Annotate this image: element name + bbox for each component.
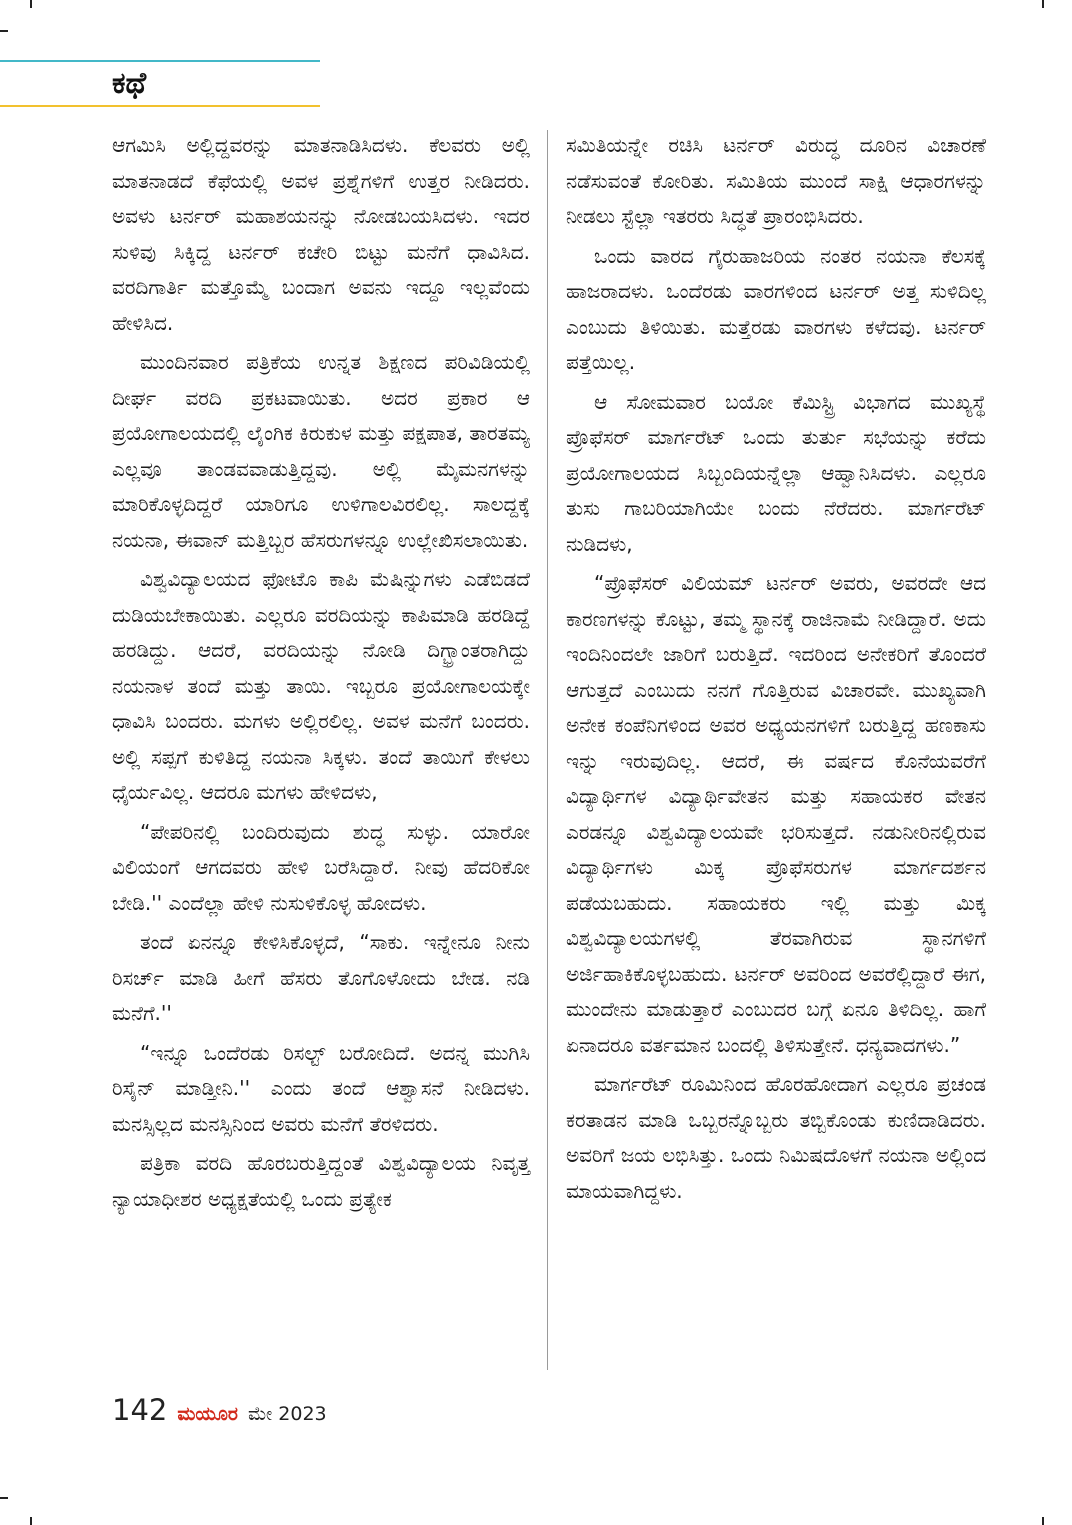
paragraph: ಆ ಸೋಮವಾರ ಬಯೋ ಕೆಮಿಸ್ಟ್ರಿ ವಿಭಾಗದ ಮುಖ್ಯಸ್ಥೆ ಪ್ರೊಫೆಸರ್ ಮಾರ್ಗರೆಟ್ ಒಂದು ತುರ್ತು ಸಭೆಯನ್ನು ಕರೆದು ಪ್ರಯೋಗಾಲಯದ ಸಿಬ್ಬಂದಿಯನ್ನೆಲ್ಲಾ ಆಹ್ವಾನಿಸಿದಳು. ಎಲ್ಲರೂ ತುಸು ಗಾಬರಿಯಾಗಿಯೇ ಬಂದು ನೆರೆದರು. ಮಾರ್ಗರೆಟ್ ನುಡಿದಳು, [566, 389, 986, 556]
page-footer [112, 1393, 327, 1433]
magazine-name: ಮಯೂರ [177, 1403, 238, 1425]
crop-mark-left-lower [0, 1497, 8, 1499]
paragraph: “ಪೇಪರಿನಲ್ಲಿ ಬಂದಿರುವುದು ಶುದ್ಧ ಸುಳ್ಳು. ಯಾರೋ ವಿಲಿಯಂಗೆ ಆಗದವರು ಹೇಳಿ ಬರೆಸಿದ್ದಾರೆ. ನೀವು ಹೆದರಿಕೋ ಬೇಡಿ.'' ಎಂದೆಲ್ಲಾ ಹೇಳಿ ನುಸುಳಿಕೊಳ್ಳ ಹೋದಳು. [112, 819, 530, 915]
paragraph: “ಪ್ರೊಫೆಸರ್ ವಿಲಿಯಮ್ ಟರ್ನರ್ ಅವರು, ಅವರದೇ ಆದ ಕಾರಣಗಳನ್ನು ಕೊಟ್ಟು, ತಮ್ಮ ಸ್ಥಾನಕ್ಕೆ ರಾಜಿನಾಮೆ ನೀಡಿದ್ದಾರೆ. ಅದು ಇಂದಿನಿಂದಲೇ ಜಾರಿಗೆ ಬರುತ್ತಿದೆ. ಇದರಿಂದ ಅನೇಕರಿಗೆ ತೊಂದರೆ ಆಗುತ್ತದೆ ಎಂಬುದು ನನಗೆ ಗೊತ್ತಿರುವ ವಿಚಾರವೇ. ಮುಖ್ಯವಾಗಿ ಅನೇಕ ಕಂಪೆನಿಗಳಿಂದ ಅವರ ಅಧ್ಯಯನಗಳಿಗೆ ಬರುತ್ತಿದ್ದ ಹಣಕಾಸು ಇನ್ನು ಇರುವುದಿಲ್ಲ. ಆದರೆ, ಈ ವರ್ಷದ ಕೊನೆಯವರೆಗೆ ವಿದ್ಯಾರ್ಥಿಗಳ ವಿದ್ಯಾರ್ಥಿವೇತನ ಮತ್ತು ಸಹಾಯಕರ ವೇತನ ಎರಡನ್ನೂ ವಿಶ್ವವಿದ್ಯಾಲಯವೇ ಭರಿಸುತ್ತದೆ. ನಡುನೀರಿನಲ್ಲಿರುವ ವಿದ್ಯಾರ್ಥಿಗಳು ಮಿಕ್ಕ ಪ್ರೊಫೆಸರುಗಳ ಮಾರ್ಗದರ್ಶನ ಪಡೆಯಬಹುದು. ಸಹಾಯಕರು ಇಲ್ಲಿ ಮತ್ತು ಮಿಕ್ಕ ವಿಶ್ವವಿದ್ಯಾಲಯಗಳಲ್ಲಿ ತೆರವಾಗಿರುವ ಸ್ಥಾನಗಳಿಗೆ ಅರ್ಜಿಹಾಕಿಕೊಳ್ಳಬಹುದು. ಟರ್ನರ್ ಅವರಿಂದ ಅವರೆಲ್ಲಿದ್ದಾರೆ ಈಗ, ಮುಂದೇನು ಮಾಡುತ್ತಾರೆ ಎಂಬುದರ ಬಗ್ಗೆ ಏನೂ ತಿಳಿದಿಲ್ಲ. ಹಾಗೆ ಏನಾದರೂ ವರ್ತಮಾನ ಬಂದಲ್ಲಿ ತಿಳಿಸುತ್ತೇನೆ. ಧನ್ಯವಾದಗಳು.” [566, 571, 986, 1057]
crop-mark-bottom-left [30, 1517, 32, 1525]
header-rule-yellow [0, 105, 320, 107]
paragraph: ಒಂದು ವಾರದ ಗೈರುಹಾಜರಿಯ ನಂತರ ನಯನಾ ಕೆಲಸಕ್ಕೆ ಹಾಜರಾದಳು. ಒಂದೆರಡು ವಾರಗಳಿಂದ ಟರ್ನರ್ ಅತ್ತ ಸುಳಿದಿಲ್ಲ ಎಂಬುದು ತಿಳಿಯಿತು. ಮತ್ತೆರಡು ವಾರಗಳು ಕಳೆದವು. ಟರ್ನರ್ ಪತ್ತೆಯಿಲ್ಲ. [566, 243, 986, 374]
right-column [566, 128, 986, 1213]
page-number: 142 [112, 1393, 168, 1427]
paragraph: ಪತ್ರಿಕಾ ವರದಿ ಹೊರಬರುತ್ತಿದ್ದಂತೆ ವಿಶ್ವವಿದ್ಯಾಲಯ ನಿವೃತ್ತ ನ್ಯಾಯಾಧೀಶರ ಅಧ್ಯಕ್ಷತೆಯಲ್ಲಿ ಒಂದು ಪ್ರತ್ಯೇಕ [112, 1151, 530, 1211]
paragraph: “ಇನ್ನೂ ಒಂದೆರಡು ರಿಸಲ್ಟ್ ಬರೋದಿದೆ. ಅದನ್ನ ಮುಗಿಸಿ ರಿಸೈನ್ ಮಾಡ್ತೀನಿ.'' ಎಂದು ತಂದೆ ಆಶ್ವಾಸನೆ ನೀಡಿದಳು. ಮನಸ್ಸಿಲ್ಲದ ಮನಸ್ಸಿನಿಂದ ಅವರು ಮನೆಗೆ ತೆರಳಿದರು. [112, 1040, 530, 1136]
paragraph: ಆಗಮಿಸಿ ಅಲ್ಲಿದ್ದವರನ್ನು ಮಾತನಾಡಿಸಿದಳು. ಕೆಲವರು ಅಲ್ಲಿ ಮಾತನಾಡದೆ ಕೆಫೆಯಲ್ಲಿ ಅವಳ ಪ್ರಶ್ನೆಗಳಿಗೆ ಉತ್ತರ ನೀಡಿದರು. ಅವಳು ಟರ್ನರ್ ಮಹಾಶಯನನ್ನು ನೋಡಬಯಸಿದಳು. ಇದರ ಸುಳಿವು ಸಿಕ್ಕಿದ್ದ ಟರ್ನರ್ ಕಚೇರಿ ಬಿಟ್ಟು ಮನೆಗೆ ಧಾವಿಸಿದ. ವರದಿಗಾರ್ತಿ ಮತ್ತೊಮ್ಮೆ ಬಂದಾಗ ಅವನು ಇದ್ದೂ ಇಲ್ಲವೆಂದು ಹೇಳಿಸಿದ. [112, 133, 530, 335]
crop-mark-left-upper [0, 30, 8, 32]
paragraph: ತಂದೆ ಏನನ್ನೂ ಕೇಳಿಸಿಕೊಳ್ಳದೆ, “ಸಾಕು. ಇನ್ನೇನೂ ನೀನು ರಿಸರ್ಚ್ ಮಾಡಿ ಹೀಗೆ ಹೆಸರು ತೊಗೊಳೋದು ಬೇಡ. ನಡಿ ಮನೆಗೆ.'' [112, 930, 530, 1025]
crop-mark-bottom-right [1042, 1517, 1044, 1525]
column-divider [547, 130, 548, 1370]
paragraph: ವಿಶ್ವವಿದ್ಯಾಲಯದ ಫೋಟೊ ಕಾಪಿ ಮೆಷಿನ್ನುಗಳು ಎಡೆಬಿಡದೆ ದುಡಿಯಬೇಕಾಯಿತು. ಎಲ್ಲರೂ ವರದಿಯನ್ನು ಕಾಪಿಮಾಡಿ ಹರಡಿದ್ದೆ ಹರಡಿದ್ದು. ಆದರೆ, ವರದಿಯನ್ನು ನೋಡಿ ದಿಗ್ಭ್ರಾಂತರಾಗಿದ್ದು ನಯನಾಳ ತಂದೆ ಮತ್ತು ತಾಯಿ. ಇಬ್ಬರೂ ಪ್ರಯೋಗಾಲಯಕ್ಕೇ ಧಾವಿಸಿ ಬಂದರು. ಮಗಳು ಅಲ್ಲಿರಲಿಲ್ಲ. ಅವಳ ಮನೆಗೆ ಬಂದರು. ಅಲ್ಲಿ ಸಪ್ಪಗೆ ಕುಳಿತಿದ್ದ ನಯನಾ ಸಿಕ್ಕಳು. ತಂದೆ ತಾಯಿಗೆ ಕೇಳಲು ಧೈರ್ಯವಿಲ್ಲ. ಆದರೂ ಮಗಳು ಹೇಳಿದಳು, [112, 567, 530, 804]
paragraph: ಮಾರ್ಗರೆಟ್ ರೂಮಿನಿಂದ ಹೊರಹೋದಾಗ ಎಲ್ಲರೂ ಪ್ರಚಂಡ ಕರತಾಡನ ಮಾಡಿ ಒಬ್ಬರನ್ನೊಬ್ಬರು ತಬ್ಬಿಕೊಂಡು ಕುಣಿದಾಡಿದರು. ಅವರಿಗೆ ಜಯ ಲಭಿಸಿತ್ತು. ಒಂದು ನಿಮಿಷದೊಳಗೆ ನಯನಾ ಅಲ್ಲಿಂದ ಮಾಯವಾಗಿದ್ದಳು. [566, 1072, 986, 1203]
crop-mark-top-left [30, 0, 32, 8]
header-rule-teal [0, 60, 320, 62]
issue-date: ಮೇ 2023 [247, 1403, 327, 1425]
section-title: ಕಥೆ [112, 66, 147, 101]
left-column [112, 128, 530, 1221]
paragraph: ಸಮಿತಿಯನ್ನೇ ರಚಿಸಿ ಟರ್ನರ್ ವಿರುದ್ಧ ದೂರಿನ ವಿಚಾರಣೆ ನಡೆಸುವಂತೆ ಕೋರಿತು. ಸಮಿತಿಯ ಮುಂದೆ ಸಾಕ್ಷಿ ಆಧಾರಗಳನ್ನು ನೀಡಲು ಸ್ಟೆಲ್ಲಾ ಇತರರು ಸಿದ್ಧತೆ ಪ್ರಾರಂಭಿಸಿದರು. [566, 133, 986, 228]
paragraph: ಮುಂದಿನವಾರ ಪತ್ರಿಕೆಯ ಉನ್ನತ ಶಿಕ್ಷಣದ ಪರಿವಿಡಿಯಲ್ಲಿ ದೀರ್ಘ ವರದಿ ಪ್ರಕಟವಾಯಿತು. ಅದರ ಪ್ರಕಾರ ಆ ಪ್ರಯೋಗಾಲಯದಲ್ಲಿ ಲೈಂಗಿಕ ಕಿರುಕುಳ ಮತ್ತು ಪಕ್ಷಪಾತ, ತಾರತಮ್ಯ ಎಲ್ಲವೂ ತಾಂಡವವಾಡುತ್ತಿದ್ದವು. ಅಲ್ಲಿ ಮೈಮನಗಳನ್ನು ಮಾರಿಕೊಳ್ಳದಿದ್ದರೆ ಯಾರಿಗೂ ಉಳಿಗಾಲವಿರಲಿಲ್ಲ. ಸಾಲದ್ದಕ್ಕೆ ನಯನಾ, ಈವಾನ್ ಮತ್ತಿಬ್ಬರ ಹೆಸರುಗಳನ್ನೂ ಉಲ್ಲೇಖಿಸಲಾಯಿತು. [112, 350, 530, 552]
crop-mark-top-right [1042, 0, 1044, 8]
